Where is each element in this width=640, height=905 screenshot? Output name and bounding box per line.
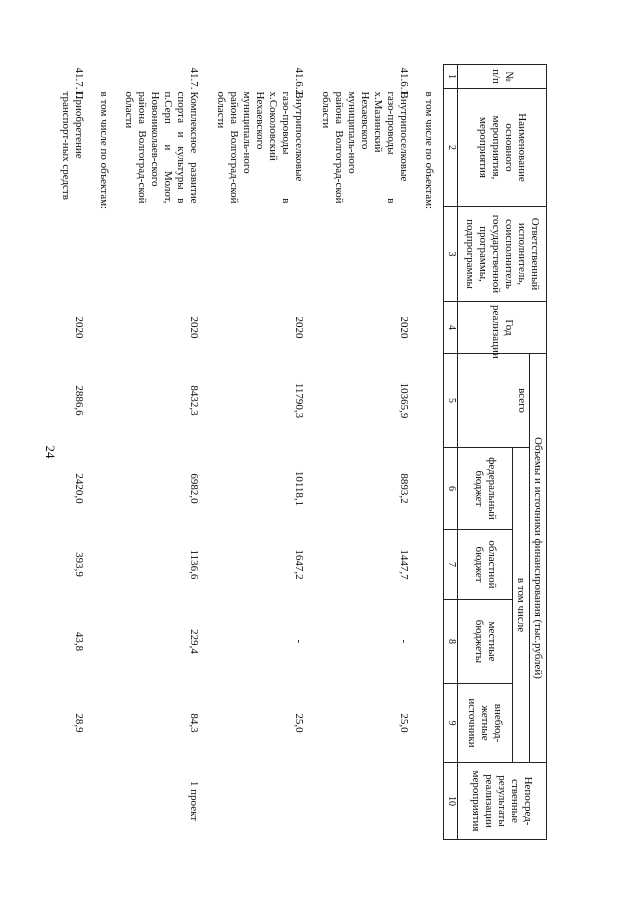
col-number: 4 [444, 302, 458, 354]
row-executor [118, 207, 210, 302]
row-year: 2020 [398, 316, 410, 339]
row-local: - [293, 639, 305, 644]
table-row [315, 65, 420, 840]
row-regional: 1647,2 [293, 549, 305, 580]
row-year: 2020 [73, 316, 85, 339]
header-regional: областной бюджет [458, 530, 513, 600]
header-federal: федеральный бюджет [458, 448, 513, 530]
row-no: 41.7.1. [73, 67, 85, 98]
row-local: 229,4 [188, 629, 200, 654]
subheading-row [95, 65, 118, 840]
col-number: 5 [444, 354, 458, 448]
col-number: 3 [444, 207, 458, 302]
row-federal: 2420,0 [73, 473, 85, 504]
table-row [210, 65, 315, 840]
row-result: 1 проект [188, 780, 200, 822]
row-name: Внутрипоселковые газо-проводы в х.Соколовский Нехаевского муниципаль-ного района Волгоград-ской области [215, 91, 305, 204]
row-executor [55, 207, 95, 302]
row-no: 41.6.2. [293, 67, 305, 98]
table-row [55, 65, 95, 840]
col-number: 6 [444, 448, 458, 530]
row-federal: 8893,2 [398, 473, 410, 504]
header-financing: Объемы и источники финансирования (тыс.рублей) [530, 354, 547, 763]
financing-table [55, 64, 547, 840]
header-including: в том числе [513, 448, 530, 763]
row-total: 8432,3 [188, 385, 200, 416]
row-year: 2020 [293, 316, 305, 339]
row-total: 10365,9 [398, 382, 410, 419]
row-local: 43,8 [73, 631, 85, 652]
row-name: Комплексное развитие спорта и культуры в п.Серп и Молот, Новониколаев-ского района Волгоград-ской области [123, 91, 200, 204]
row-extra: 84,3 [188, 713, 200, 733]
col-number: 2 [444, 89, 458, 207]
row-total: 2886,6 [73, 385, 85, 416]
header-row-1 [530, 65, 547, 840]
subheading-objects: в том числе по объектам: [423, 91, 435, 210]
row-local: - [398, 639, 410, 644]
header-name: Наименование основного мероприятия, мероприятия [458, 89, 547, 207]
row-regional: 393,9 [73, 552, 85, 577]
row-no: 41.6.1. [398, 67, 410, 98]
row-year: 2020 [188, 316, 200, 339]
col-number: 8 [444, 600, 458, 684]
row-extra: 25,0 [398, 713, 410, 733]
subheading-objects: в том числе по объектам: [98, 91, 110, 210]
row-no: 41.7. [188, 67, 200, 90]
header-result: Непосред-ственные результаты реализации мероприятия [458, 763, 547, 840]
row-extra: 28,9 [73, 713, 85, 733]
row-executor [315, 207, 420, 302]
table-row [118, 65, 210, 840]
subheading-row [420, 65, 444, 840]
column-number-row [444, 65, 458, 840]
col-number: 9 [444, 684, 458, 763]
row-federal: 10118,1 [293, 470, 305, 507]
row-name: Приобретение транспорт-ных средств [60, 91, 85, 200]
header-executor: Ответственный исполнитель, соисполнитель государственной программы, подпрограммы [458, 207, 547, 302]
row-federal: 6982,0 [188, 473, 200, 504]
header-no: № п/п [458, 65, 547, 89]
col-number: 1 [444, 65, 458, 89]
row-result [210, 763, 315, 840]
row-regional: 1136,6 [188, 549, 200, 580]
header-extra: внебюд-жетные источники [458, 684, 513, 763]
header-total: всего [458, 354, 530, 448]
page-number: 24 [43, 445, 58, 459]
row-executor [210, 207, 315, 302]
row-name: Внутрипоселковые газо-проводы в х.Мазинский Нехаевского муниципаль-ного района Волгоград-ской области [320, 91, 410, 204]
row-regional: 1447,7 [398, 549, 410, 580]
header-year: Год реализации [458, 302, 547, 354]
row-result [315, 763, 420, 840]
col-number: 7 [444, 530, 458, 600]
header-local: местные бюджеты [458, 600, 513, 684]
row-result [55, 763, 95, 840]
col-number: 10 [444, 763, 458, 840]
row-extra: 25,0 [293, 713, 305, 733]
row-total: 11790,3 [293, 382, 305, 419]
